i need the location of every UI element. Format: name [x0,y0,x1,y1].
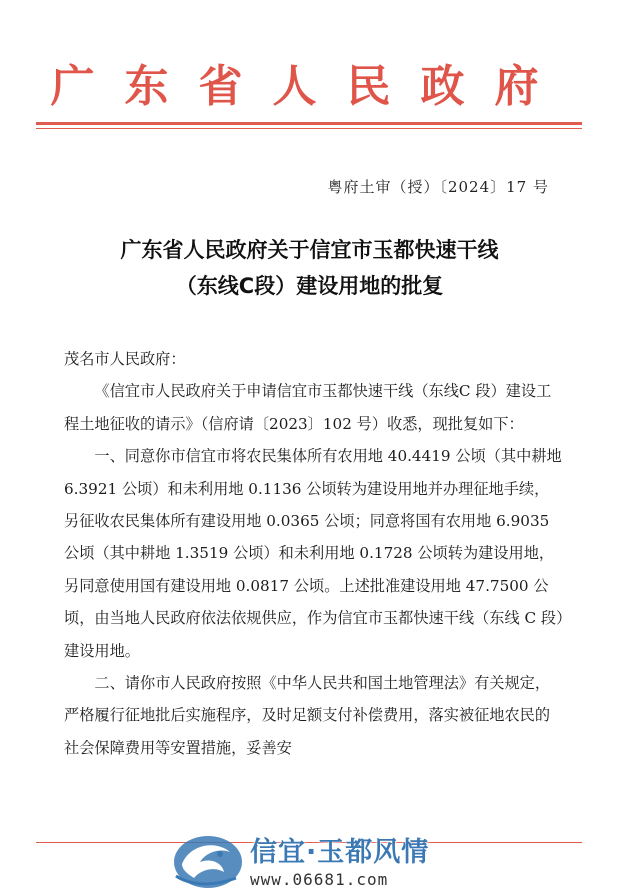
body-paragraph: 《信宜市人民政府关于申请信宜市玉都快速干线（东线C 段）建设工程土地征收的请示》（信府请〔2023〕102 号）收悉，现批复如下： [64,382,552,433]
document-body [64,343,564,764]
watermark [170,826,470,894]
document-title-line-2: （东线C段）建设用地的批复 [175,274,444,298]
dragon-logo-icon [170,826,248,892]
document-title-line-1: 广东省人民政府关于信宜市玉都快速干线 [120,238,499,262]
document-title [0,232,619,304]
header-title: 广东省人民政府 [50,61,569,112]
watermark-title: 信宜·玉都风情 [250,837,430,868]
watermark-url: www.06681.com [250,870,389,889]
salutation: 茂名市人民政府： [64,350,186,368]
body-paragraph: 二、请你市人民政府按照《中华人民共和国土地管理法》有关规定，严格履行征地批后实施程序，及时足额支付补偿费用，落实被征地农民的社会保障费用等安置措施，妥善安 [64,674,551,757]
body-paragraph: 一、同意你市信宜市将农民集体所有农用地 40.4419 公顷（其中耕地 6.3921 公顷）和未利用地 0.1136 公顷转为建设用地并办理征地手续，另征收农民集体所有建设用地 0.0365 公顷；同意将国有农用地 6.9035 公顷（其中耕地 1.3519 公顷）和未利用地 0.1728 公顷转为建设用地，另同意使用国有建设用地 0.0817 公顷。上述批准建设用地 47.7500 公顷，由当地人民政府依法依规供应，作为信宜市玉都快速干线（东线 C 段）建设用地。 [64,447,564,660]
document-number: 粤府土审（授）〔2024〕17 号 [327,178,549,196]
header-divider-thick [36,122,582,125]
header-divider-thin [36,128,582,129]
